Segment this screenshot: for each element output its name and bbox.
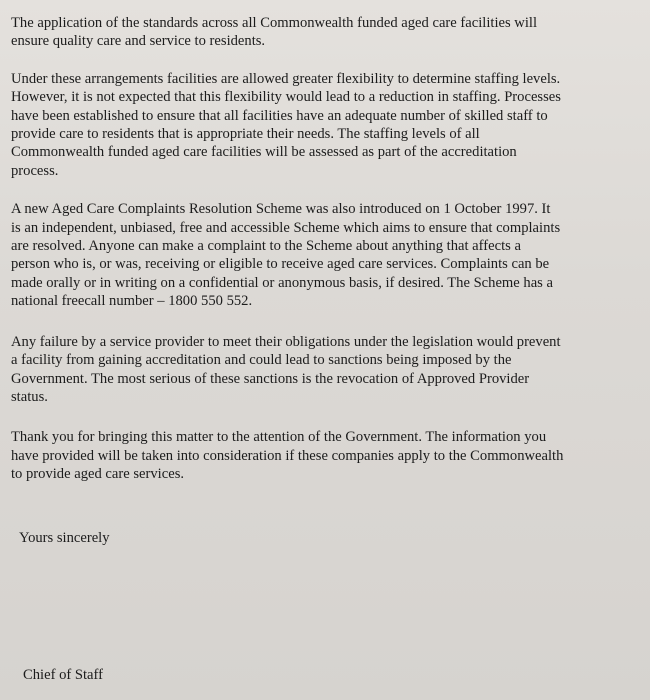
paragraph-staffing: Under these arrangements facilities are allowed greater flexibility to determine staffing levels. However, it is not expected that this flexibility would lead to a reduction in staffing. Processes have been established to ensure that all facilities have an adequate number of skilled staff to provide care to residents that is appropriate their needs. The staffing levels of all Commonwealth funded aged care facilities will be assessed as part of the accreditation process. [11, 70, 561, 179]
paragraph-thank-you: Thank you for bringing this matter to the attention of the Government. The information you have provided will be taken into consideration if these companies apply to the Commonwealth to provide aged care services. [11, 429, 564, 483]
paragraph-standards: The application of the standards across all Commonwealth funded aged care facilities will ensure quality care and service to residents. [11, 15, 538, 50]
paragraph-complaints-scheme: A new Aged Care Complaints Resolution Scheme was also introduced on 1 October 1997. It is an independent, unbiased, free and accessible Scheme which aims to ensure that complaints are resolved. Anyone can make a complaint to the Scheme about anything that affects a person who is, or was, receiving or eligible to receive aged care services. Complaints can be made orally or in writing on a confidential or anonymous basis, if desired. The Scheme has a national freecall number – 1800 550 552. [11, 201, 561, 310]
paragraph-sanctions: Any failure by a service provider to meet their obligations under the legislation would prevent a facility from gaining accreditation and could lead to sanctions being imposed by the Government. The most serious of these sanctions is the revocation of Approved Provider status. [11, 333, 561, 405]
signature-title: Chief of Staff [23, 667, 103, 683]
closing-line: Yours sincerely [19, 530, 110, 546]
